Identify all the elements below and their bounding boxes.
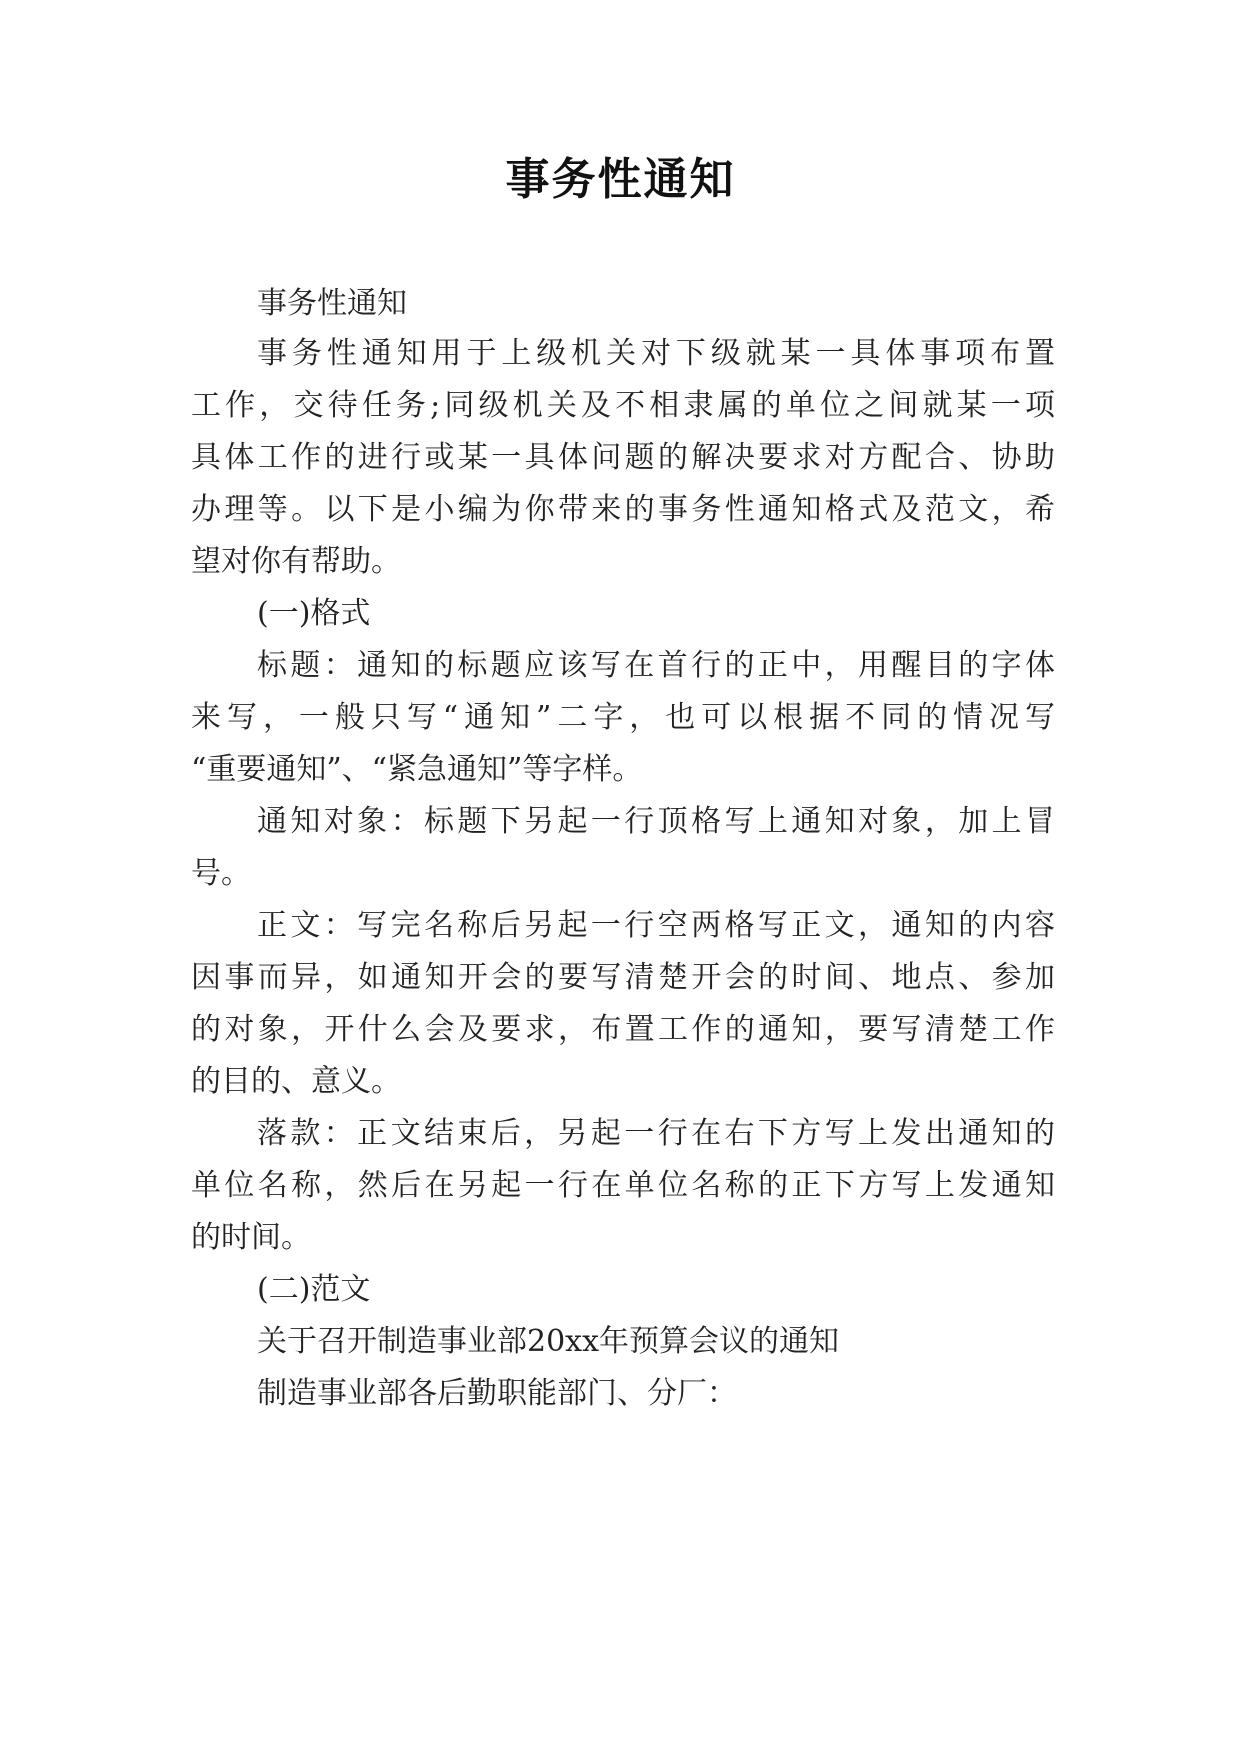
recipient-line: 制造事业部各后勤职能部门、分厂： xyxy=(257,1376,737,1411)
paragraph-line: “重要通知”、“紧急通知”等字样。 xyxy=(191,752,643,787)
section-heading: (二)范文 xyxy=(257,1272,371,1307)
paragraph-line: 的时间。 xyxy=(191,1220,311,1255)
subtitle-line: 事务性通知 xyxy=(257,286,407,321)
paragraph-line: 因事而异，如通知开会的要写清楚开会的时间、地点、参加 xyxy=(191,960,1055,995)
paragraph-line: 的对象，开什么会及要求，布置工作的通知，要写清楚工作 xyxy=(191,1012,1055,1047)
paragraph-line: 正文：写完名称后另起一行空两格写正文，通知的内容 xyxy=(257,908,1055,943)
paragraph-line: 办理等。以下是小编为你带来的事务性通知格式及范文，希 xyxy=(191,492,1055,527)
paragraph-line: 标题：通知的标题应该写在首行的正中，用醒目的字体 xyxy=(257,648,1055,683)
paragraph-line: 事务性通知用于上级机关对下级就某一具体事项布置 xyxy=(257,336,1055,371)
paragraph-line: 落款：正文结束后，另起一行在右下方写上发出通知的 xyxy=(257,1116,1055,1151)
paragraph-line: 工作，交待任务;同级机关及不相隶属的单位之间就某一项 xyxy=(191,388,1055,423)
paragraph-line: 望对你有帮助。 xyxy=(191,544,401,579)
document-title: 事务性通知 xyxy=(505,154,736,205)
section-heading: (一)格式 xyxy=(257,596,371,631)
paragraph-line: 号。 xyxy=(191,856,251,891)
paragraph-line: 具体工作的进行或某一具体问题的解决要求对方配合、协助 xyxy=(191,440,1055,475)
paragraph-line: 单位名称，然后在另起一行在单位名称的正下方写上发通知 xyxy=(191,1168,1055,1203)
paragraph-line: 通知对象：标题下另起一行顶格写上通知对象，加上冒 xyxy=(257,804,1055,839)
sample-title-line: 关于召开制造事业部20xx年预算会议的通知 xyxy=(257,1324,840,1359)
paragraph-line: 的目的、意义。 xyxy=(191,1064,401,1099)
paragraph-line: 来写，一般只写“通知”二字，也可以根据不同的情况写 xyxy=(191,700,1055,735)
